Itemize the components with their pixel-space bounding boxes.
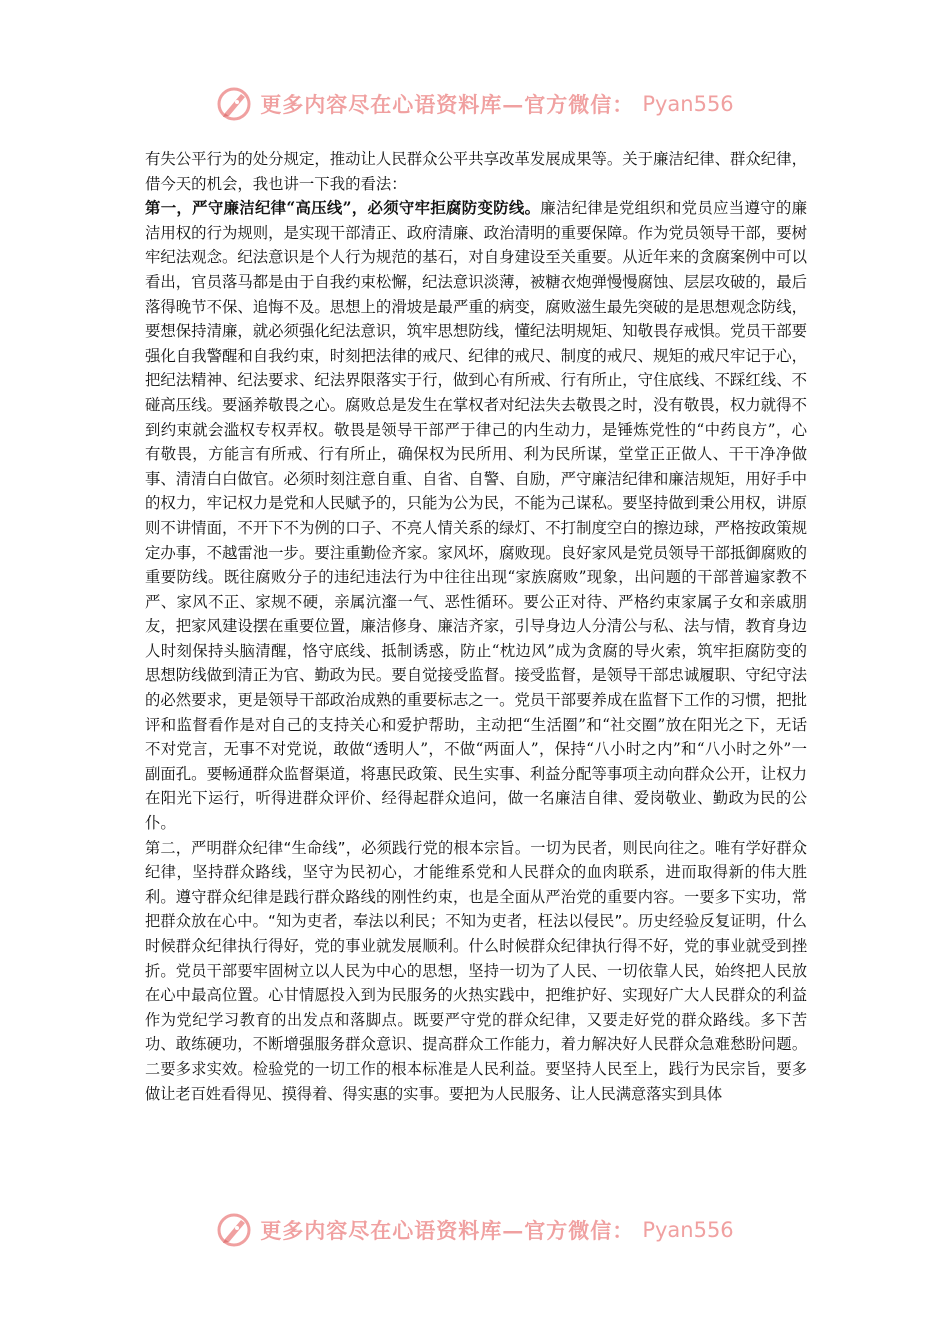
pen-logo-icon xyxy=(216,1212,252,1248)
section-one-text: 廉洁纪律是党组织和党员应当遵守的廉洁用权的行为规则，是实现干部清正、政府清廉、政治清明的重要保障。作为党员领导干部，要树牢纪法观念。纪法意识是个人行为规范的基石，对自身建设至关重要。从近年来的贪腐案例中可以看出，官员落马都是由于自我约束松懈，纪法意识淡薄，被糖衣炮弹慢慢腐蚀、层层攻破的，最后落得晚节不保、追悔不及。思想上的滑坡是最严重的病变，腐败滋生最先突破的是思想观念防线，要想保持清廉，就必须强化纪法意识，筑牢思想防线，懂纪法明规矩、知敬畏存戒惧。党员干部要强化自我警醒和自我约束，时刻把法律的戒尺、纪律的戒尺、制度的戒尺、规矩的戒尺牢记于心，把纪法精神、纪法要求、纪法界限落实于行，做到心有所戒、行有所止，守住底线、不踩红线、不碰高压线。要涵养敬畏之心。腐败总是发生在掌权者对纪法失去敬畏之时，没有敬畏，权力就得不到约束就会滥权专权弄权。敬畏是领导干部严于律己的内生动力，是锤炼党性的“中药良方”，心有敬畏，方能言有所戒、行有所止，确保权为民所用、利为民所谋，堂堂正正做人、干干净净做事、清清白白做官。必须时刻注意自重、自省、自警、自励，严守廉洁纪律和廉洁规矩，用好手中的权力，牢记权力是党和人民赋予的，只能为公为民，不能为己谋私。要坚持做到秉公用权，讲原则不讲情面，不开下不为例的口子、不亮人情关系的绿灯、不打制度空白的擦边球，严格按政策规定办事，不越雷池一步。要注重勤俭齐家。家风坏，腐败现。良好家风是党员领导干部抵御腐败的重要防线。既往腐败分子的违纪违法行为中往往出现“家族腐败”现象，出问题的干部普遍家教不严、家风不正、家规不硬，亲属沆瀣一气、恶性循环。要公正对待、严格约束家属子女和亲戚朋友，把家风建设摆在重要位置，廉洁修身、廉洁齐家，引导身边人分清公与私、法与情，教育身边人时刻保持头脑清醒，恪守底线、抵制诱惑，防止“枕边风”成为贪腐的导火索，筑牢拒腐防变的思想防线做到清正为官、勤政为民。要自觉接受监督。接受监督，是领导干部忠诚履职、守纪守法的必然要求，更是领导干部政治成熟的重要标志之一。党员干部要养成在监督下工作的习惯，把批评和监督看作是对自己的支持关心和爱护帮助，主动把“生活圈”和“社交圈”放在阳光之下，无话不对党言，无事不对党说，敢做“透明人”，不做“两面人”，保持“八小时之内”和“八小时之外”一副面孔。要畅通群众监督渠道，将惠民政策、民生实事、利益分配等事项主动向群众公开，让权力在阳光下运行，听得进群众评价、经得起群众追问，做一名廉洁自律、爱岗敬业、勤政为民的公仆。 xyxy=(145,199,807,833)
watermark-text: 更多内容尽在心语资料库—官方微信： xyxy=(260,92,635,117)
paragraph-section-one xyxy=(145,196,807,835)
watermark-id: Pyan556 xyxy=(642,92,734,116)
paragraph-section-two: 第二，严明群众纪律“生命线”，必须践行党的根本宗旨。一切为民者，则民向往之。唯有学好群众纪律，坚持群众路线，坚守为民初心，才能维系党和人民群众的血肉联系，进而取得新的伟大胜利。遵守群众纪律是践行群众路线的刚性约束，也是全面从严治党的重要内容。一要多下实功，常把群众放在心中。“知为吏者，奉法以利民；不知为吏者，枉法以侵民”。历史经验反复证明，什么时候群众纪律执行得好，党的事业就发展顺利。什么时候群众纪律执行得不好，党的事业就受到挫折。党员干部要牢固树立以人民为中心的思想，坚持一切为了人民、一切依靠人民，始终把人民放在心中最高位置。心甘情愿投入到为民服务的火热实践中，把维护好、实现好广大人民群众的利益作为党纪学习教育的出发点和落脚点。既要严守党的群众纪律，又要走好党的群众路线。多下苦功、敢练硬功，不断增强服务群众意识、提高群众工作能力，着力解决好人民群众急难愁盼问题。二要多求实效。检验党的一切工作的根本标准是人民利益。要坚持人民至上，践行为民宗旨，要多做让老百姓看得见、摸得着、得实惠的实事。要把为人民服务、让人民满意落实到具体 xyxy=(145,838,807,1103)
pen-logo-icon xyxy=(216,86,252,122)
watermark-text: 更多内容尽在心语资料库—官方微信： xyxy=(260,1218,635,1243)
watermark-id: Pyan556 xyxy=(642,1218,734,1242)
watermark-banner-top xyxy=(0,84,950,124)
paragraph-intro: 有失公平行为的处分规定，推动让人民群众公平共享改革发展成果等。关于廉洁纪律、群众纪律，借今天的机会，我也讲一下我的看法： xyxy=(145,150,807,193)
watermark-banner-bottom xyxy=(0,1210,950,1250)
document-body xyxy=(145,147,807,1106)
section-one-heading: 第一，严守廉洁纪律“高压线”，必须守牢拒腐防变防线。 xyxy=(145,199,541,218)
